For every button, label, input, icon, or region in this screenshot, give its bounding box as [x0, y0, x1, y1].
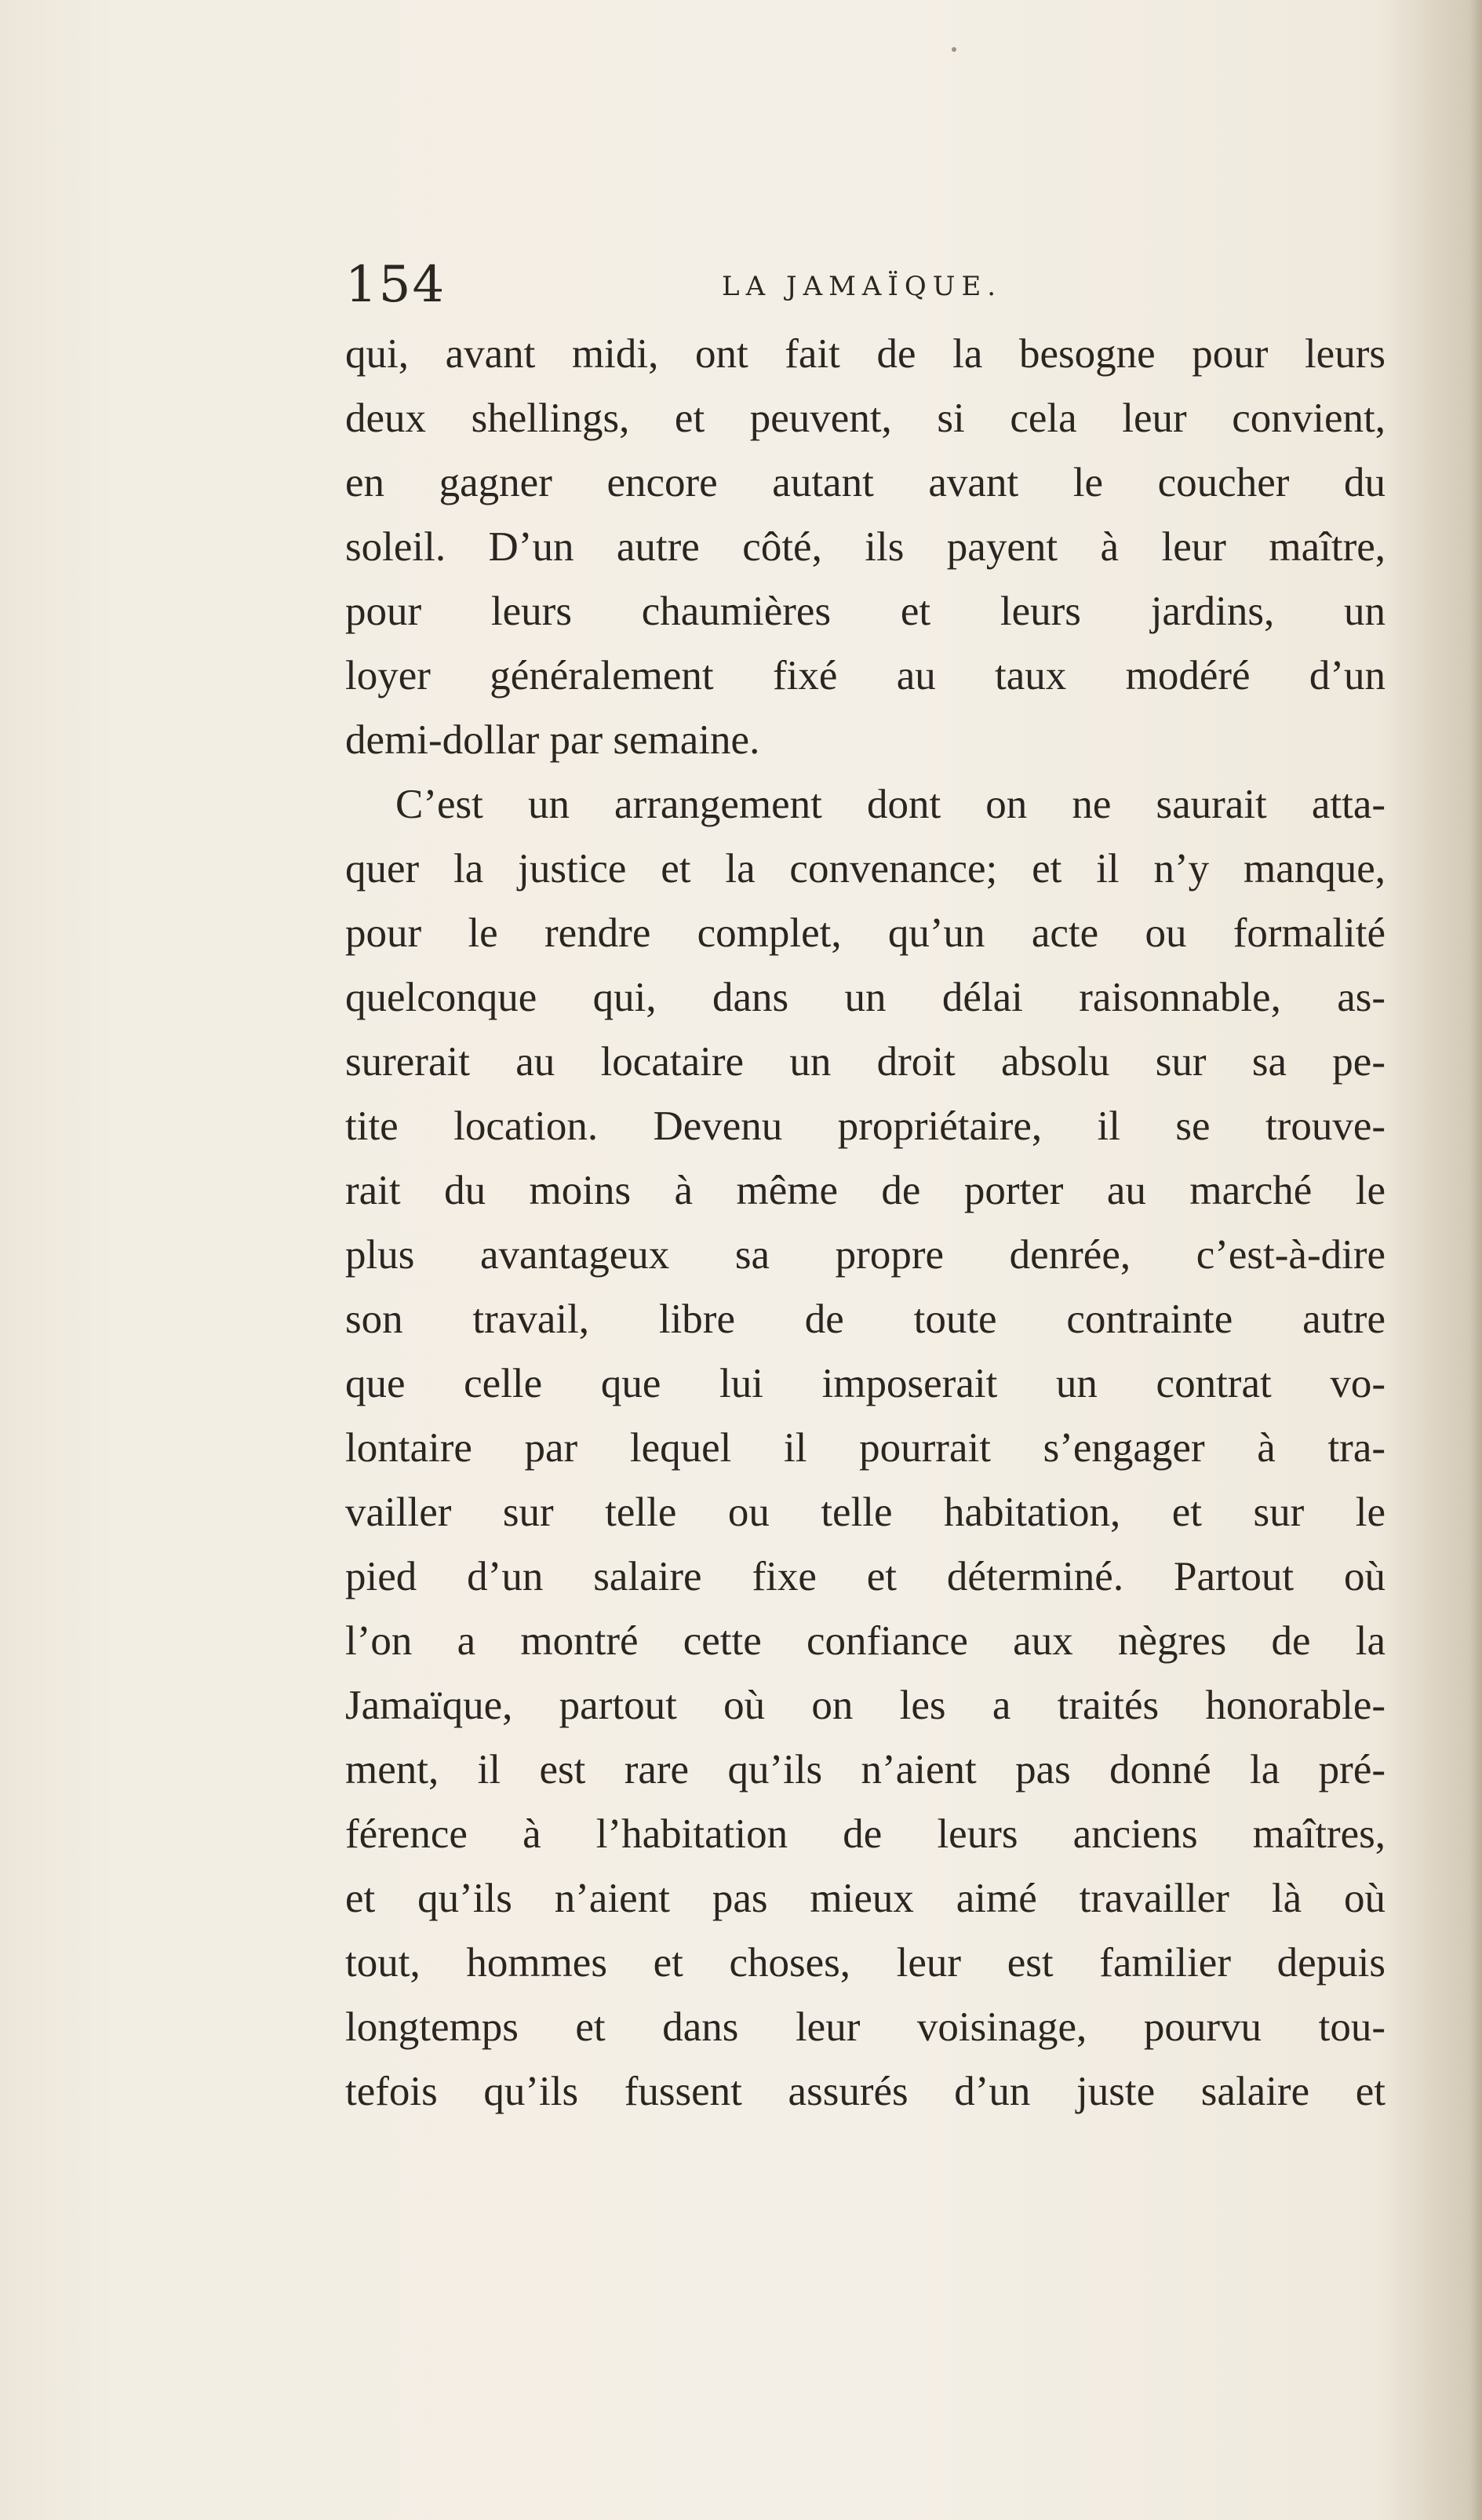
text-line: que celle que lui imposerait un contrat vo- [345, 1361, 1386, 1406]
text-line: et qu’ils n’aient pas mieux aimé travailler là où [345, 1876, 1386, 1921]
text-line: en gagner encore autant avant le coucher du [345, 460, 1386, 505]
text-line: férence à l’habitation de leurs anciens maîtres, [345, 1811, 1386, 1857]
text-line: deux shellings, et peuvent, si cela leur convient, [345, 396, 1386, 441]
text-line: tout, hommes et choses, leur est familier depuis [345, 1940, 1386, 1986]
paper-speck [952, 47, 956, 52]
text-line: qui, avant midi, ont fait de la besogne pour leurs [345, 331, 1386, 377]
text-line: pour leurs chaumières et leurs jardins, un [345, 589, 1386, 634]
text-line: tefois qu’ils fussent assurés d’un juste salaire et [345, 2069, 1386, 2114]
text-line: son travail, libre de toute contrainte autre [345, 1296, 1386, 1342]
text-line: Jamaïque, partout où on les a traités honorable- [345, 1683, 1386, 1728]
page-edge-shadow [1469, 0, 1482, 2520]
text-line: ment, il est rare qu’ils n’aient pas donné la pré- [345, 1747, 1386, 1792]
header-title: LA JAMAÏQUE. [722, 271, 1003, 302]
text-line: rait du moins à même de porter au marché le [345, 1168, 1386, 1213]
text-line: pied d’un salaire fixe et déterminé. Partout où [345, 1554, 1386, 1599]
body-text [345, 322, 1386, 2124]
text-line: pour le rendre complet, qu’un acte ou formalité [345, 910, 1386, 956]
text-line: quelconque qui, dans un délai raisonnable, as- [345, 975, 1386, 1020]
text-line: longtemps et dans leur voisinage, pourvu tou- [345, 2004, 1386, 2050]
text-line: loyer généralement fixé au taux modéré d’un [345, 653, 1386, 698]
text-line: quer la justice et la convenance; et il n’y manque, [345, 846, 1386, 892]
text-line: tite location. Devenu propriétaire, il se trouve- [345, 1103, 1386, 1149]
running-head [345, 250, 1386, 320]
text-line: soleil. D’un autre côté, ils payent à leur maître, [345, 524, 1386, 570]
text-line: lontaire par lequel il pourrait s’engager à tra- [345, 1425, 1386, 1471]
text-line: demi-dollar par semaine. [345, 717, 760, 763]
text-line: l’on a montré cette confiance aux nègres de la [345, 1618, 1386, 1664]
page-number: 154 [345, 256, 446, 314]
text-line: C’est un arrangement dont on ne saurait atta- [395, 782, 1386, 827]
text-line: plus avantageux sa propre denrée, c’est-à-dire [345, 1232, 1386, 1278]
text-line: vailler sur telle ou telle habitation, et sur le [345, 1490, 1386, 1535]
text-line: surerait au locataire un droit absolu sur sa pe- [345, 1039, 1386, 1085]
